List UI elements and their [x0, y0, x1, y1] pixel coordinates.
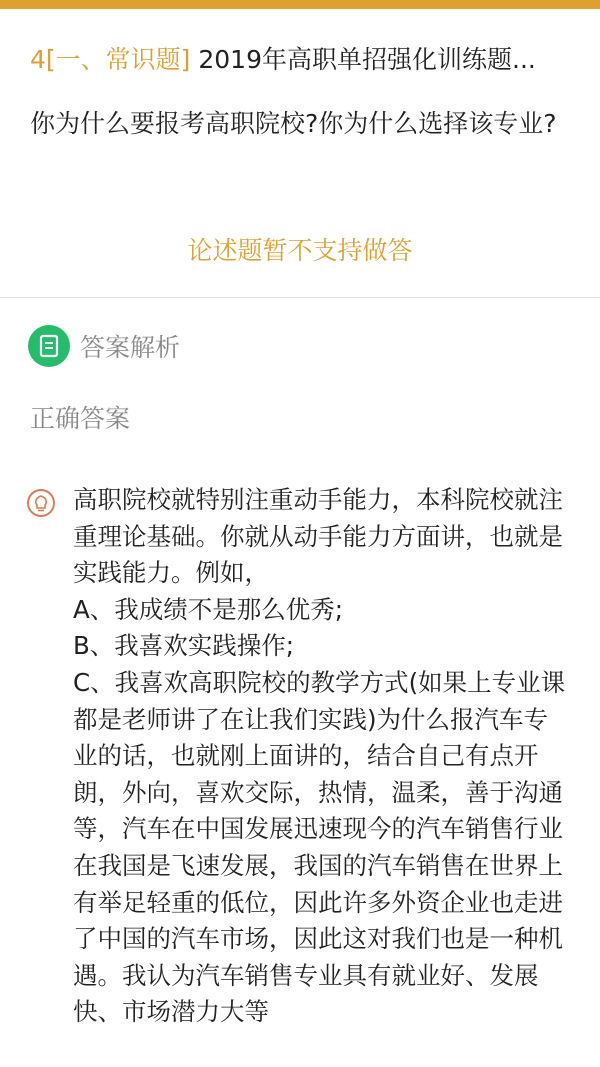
correct-answer-text [73, 482, 573, 1031]
question-category: [一、常识题] [45, 45, 191, 74]
correct-answer-label: 正确答案 [30, 404, 131, 433]
answer-line: 了中国的汽车市场，因此这对我们也是一种机 [73, 924, 563, 954]
answer-line: 都是老师讲了在让我们实践)为什么报汽车专 [73, 704, 549, 734]
top-accent-bar [0, 0, 600, 9]
lightbulb-icon [26, 488, 56, 518]
unsupported-notice: 论述题暂不支持做答 [187, 236, 413, 265]
document-icon [28, 325, 70, 367]
answer-line: 朗，外向，喜欢交际，热情，温柔，善于沟通 [73, 777, 563, 807]
answer-line: 高职院校就特别注重动手能力，本科院校就注 [73, 485, 563, 514]
divider [0, 297, 600, 298]
answer-line: 在我国是飞速发展，我国的汽车销售在世界上 [73, 850, 563, 880]
answer-line: 业的话，也就刚上面讲的，结合自己有点开 [73, 741, 539, 771]
question-text: 你为什么要报考高职院校?你为什么选择该专业? [30, 109, 557, 138]
answer-analysis-label: 答案解析 [80, 333, 181, 362]
answer-line: 重理论基础。你就从动手能力方面讲，也就是 [73, 521, 563, 551]
answer-line: 快、市场潜力大等 [73, 997, 269, 1027]
answer-line: A、我成绩不是那么优秀; [73, 594, 344, 624]
answer-line: 遇。我认为汽车销售专业具有就业好、发展 [73, 960, 539, 990]
question-header [30, 40, 575, 80]
answer-line: B、我喜欢实践操作; [73, 631, 295, 661]
question-number: 4 [30, 45, 46, 74]
answer-analysis-header[interactable] [28, 325, 180, 367]
question-title: 2019年高职单招强化训练题... [198, 45, 536, 74]
answer-line: 有举足轻重的低位，因此许多外资企业也走进 [73, 887, 563, 917]
answer-line: 等，汽车在中国发展迅速现今的汽车销售行业 [73, 814, 563, 844]
answer-line: C、我喜欢高职院校的教学方式(如果上专业课 [73, 667, 566, 697]
answer-line: 实践能力。例如， [73, 558, 269, 588]
